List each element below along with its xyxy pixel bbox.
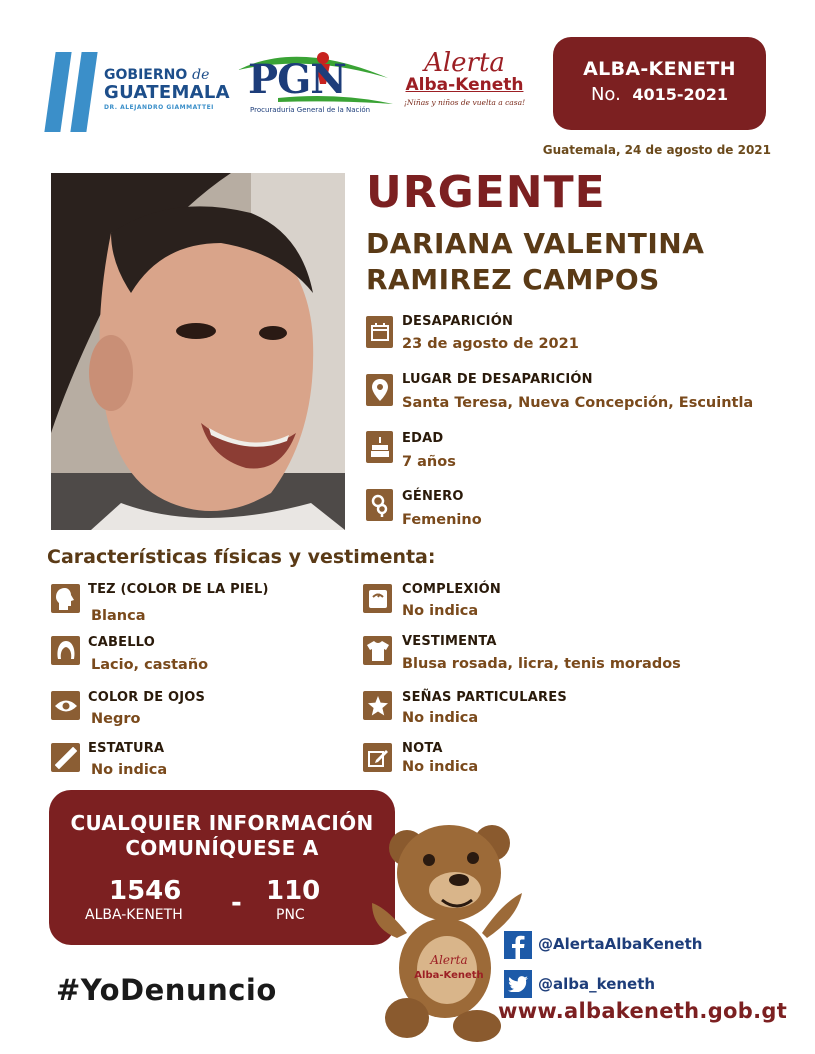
gobierno-line1: GOBIERNO xyxy=(104,67,188,83)
char-label-tez: TEZ (COLOR DE LA PIEL) xyxy=(88,582,269,597)
char-label-nota: NOTA xyxy=(402,741,443,756)
gender-icon xyxy=(366,489,393,521)
location-pin-icon xyxy=(366,374,393,406)
char-label-cabello: CABELLO xyxy=(88,635,155,650)
gobierno-de: de xyxy=(192,67,210,83)
missing-child-photo xyxy=(51,173,345,530)
gobierno-logo xyxy=(104,68,230,111)
char-value-ojos: Negro xyxy=(91,711,141,727)
detail-label-lugar: LUGAR DE DESAPARICIÓN xyxy=(402,372,593,387)
hair-icon xyxy=(51,636,80,665)
website-link[interactable]: www.albakeneth.gob.gt xyxy=(498,999,788,1023)
case-number: 4015-2021 xyxy=(632,85,729,104)
char-value-senas: No indica xyxy=(402,710,479,726)
issue-date: Guatemala, 24 de agosto de 2021 xyxy=(542,143,771,157)
phone-label-alba-keneth: ALBA-KENETH xyxy=(85,907,183,923)
characteristics-heading: Características físicas y vestimenta: xyxy=(47,546,436,568)
char-value-cabello: Lacio, castaño xyxy=(91,657,209,673)
char-label-ojos: COLOR DE OJOS xyxy=(88,690,206,705)
phone-number-alba-keneth: 1546 xyxy=(109,876,182,906)
case-no-label: No. xyxy=(590,84,621,105)
child-portrait-image xyxy=(51,173,345,530)
name-line-1: DARIANA VALENTINA xyxy=(366,227,705,260)
contact-info-box xyxy=(49,790,395,945)
char-label-estatura: ESTATURA xyxy=(88,741,165,756)
contact-line-1: CUALQUIER INFORMACIÓN xyxy=(70,811,374,835)
note-edit-icon xyxy=(363,743,392,772)
detail-value-edad: 7 años xyxy=(402,454,456,470)
alerta-word: Alerta xyxy=(424,48,505,78)
pgn-subtitle: Procuraduría General de la Nación xyxy=(250,106,371,114)
char-value-nota: No indica xyxy=(402,759,479,775)
detail-value-lugar: Santa Teresa, Nueva Concepción, Escuintla xyxy=(402,395,754,411)
star-icon xyxy=(363,691,392,720)
calendar-icon xyxy=(366,316,393,348)
char-label-senas: SEÑAS PARTICULARES xyxy=(402,690,567,705)
birthday-cake-icon xyxy=(366,431,393,463)
twitter-icon[interactable] xyxy=(504,970,532,998)
detail-label-genero: GÉNERO xyxy=(402,489,464,504)
hashtag: #YoDenuncio xyxy=(56,973,277,1007)
scale-icon xyxy=(363,584,392,613)
urgency-heading: URGENTE xyxy=(366,167,606,218)
char-label-complexion: COMPLEXIÓN xyxy=(402,582,502,597)
phone-separator: - xyxy=(231,888,242,918)
char-label-vestimenta: VESTIMENTA xyxy=(402,634,497,649)
case-number-badge xyxy=(553,37,766,130)
detail-label-edad: EDAD xyxy=(402,431,444,446)
gobierno-line2: GUATEMALA xyxy=(104,82,230,103)
case-title: ALBA-KENETH xyxy=(583,58,736,80)
bear-belly-alba-keneth: Alba-Keneth xyxy=(414,970,484,981)
twitter-handle[interactable]: @alba_keneth xyxy=(538,975,656,993)
bear-belly-alerta: Alerta xyxy=(430,953,468,967)
gobierno-line3: DR. ALEJANDRO GIAMMATTEI xyxy=(104,104,214,111)
contact-line-2: COMUNÍQUESE A xyxy=(125,836,319,860)
alerta-alba-keneth-logo xyxy=(397,50,532,107)
phone-label-pnc: PNC xyxy=(276,907,305,923)
char-value-complexion: No indica xyxy=(402,603,479,619)
char-value-tez: Blanca xyxy=(91,608,146,624)
alba-keneth-word: Alba-Keneth xyxy=(405,75,524,95)
facebook-icon[interactable] xyxy=(504,931,532,959)
detail-value-desaparicion: 23 de agosto de 2021 xyxy=(402,336,579,352)
head-profile-icon xyxy=(51,584,80,613)
tshirt-icon xyxy=(363,636,392,665)
pgn-word: PGN xyxy=(248,56,346,103)
missing-person-name xyxy=(366,226,704,298)
gobierno-logo-bars xyxy=(50,52,94,132)
char-value-estatura: No indica xyxy=(91,762,168,778)
alerta-tagline: ¡Niñas y niños de vuelta a casa! xyxy=(403,97,526,107)
detail-label-desaparicion: DESAPARICIÓN xyxy=(402,314,514,329)
phone-number-pnc: 110 xyxy=(266,876,321,906)
detail-value-genero: Femenino xyxy=(402,512,482,528)
char-value-vestimenta: Blusa rosada, licra, tenis morados xyxy=(402,656,681,672)
eye-icon xyxy=(51,691,80,720)
ruler-icon xyxy=(51,743,80,772)
name-line-2: RAMIREZ CAMPOS xyxy=(366,263,660,296)
pgn-logo xyxy=(238,48,393,118)
facebook-handle[interactable]: @AlertaAlbaKeneth xyxy=(538,935,703,953)
